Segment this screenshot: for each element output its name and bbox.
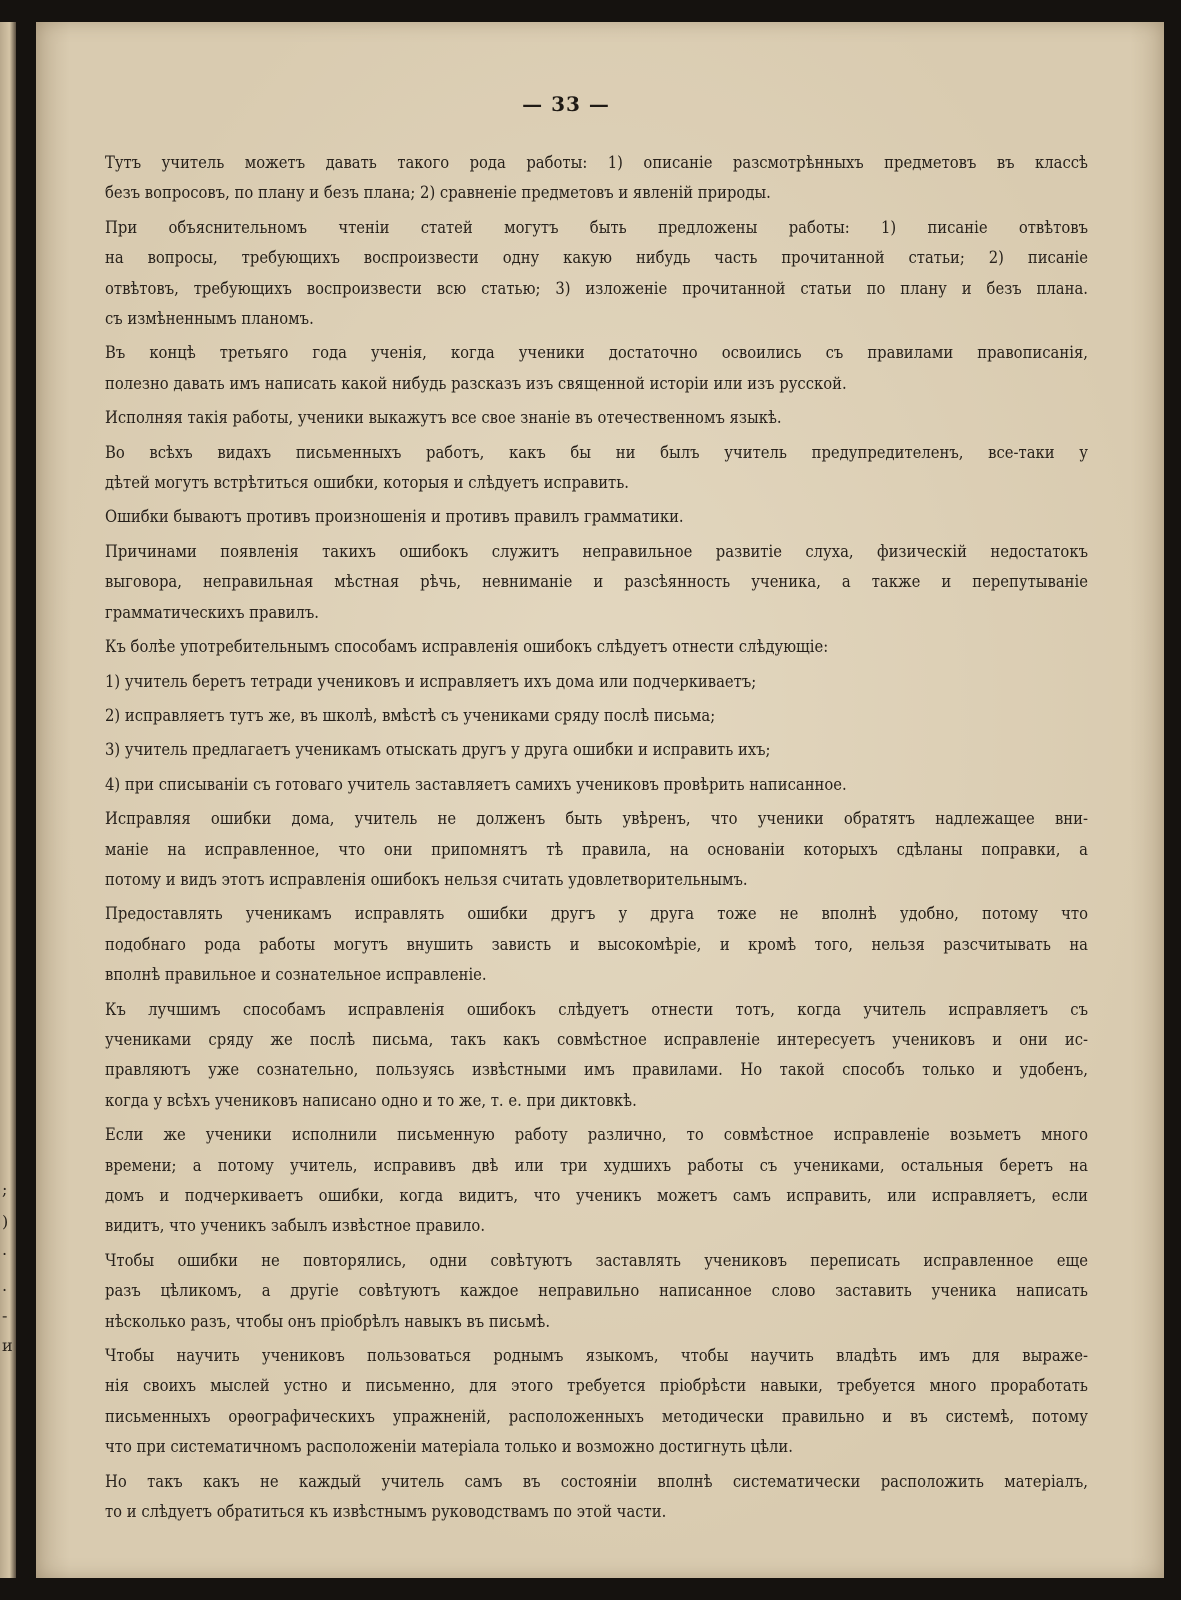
text-line: Исполняя такія работы, ученики выкажутъ все свое знаніе въ отечественномъ языкѣ. [105,408,782,429]
text-line: разъ цѣликомъ, а другіе совѣтуютъ каждое неправильно написанное слово заставить ученика написать [105,1281,1088,1302]
paragraph [105,804,1088,895]
text-line: Ошибки бываютъ противъ произношенія и противъ правилъ грамматики. [105,507,684,528]
paragraph [105,1467,1088,1528]
paragraph [105,899,1088,990]
text-line: 3) учитель предлагаетъ ученикамъ отыскать другъ у друга ошибки и исправить ихъ; [105,740,771,761]
text-line: подобнаго рода работы могутъ внушить зависть и высокомѣріе, и кромѣ того, нельзя разсчитывать на [105,934,1088,955]
paragraph [105,1120,1088,1242]
text-line: нія своихъ мыслей устно и письменно, для этого требуется пріобрѣсти навыки, требуется много проработать [105,1376,1088,1397]
text-line: учениками сряду же послѣ письма, такъ какъ совмѣстное исправленіе интересуетъ учениковъ и они ис- [105,1029,1088,1050]
left-page-mark: . [2,1240,8,1259]
paragraph [105,701,950,731]
text-line: маніе на исправленное, что они припомнятъ тѣ правила, на основаніи которыхъ сдѣланы поправки, а [105,839,1088,860]
left-page-mark: ; [2,1180,8,1199]
text-line: Предоставлять ученикамъ исправлять ошибки другъ у друга тоже не вполнѣ удобно, потому что [105,904,1088,925]
paragraph [105,213,1088,335]
paragraph [105,770,950,800]
paragraph [105,403,950,433]
left-page-mark: . [2,1276,8,1295]
text-line: домъ и подчеркиваетъ ошибки, когда видитъ, что ученикъ можетъ самъ исправить, или исправляетъ, если [105,1186,1088,1206]
left-page-mark: ) [2,1212,9,1231]
paragraph [105,338,1088,399]
paragraph [105,735,950,765]
text-line: 4) при списываніи съ готоваго учитель заставляетъ самихъ учениковъ провѣрить написанное. [105,774,847,795]
paragraph [105,1341,1088,1463]
text-line: Къ болѣе употребительнымъ способамъ исправленія ошибокъ слѣдуетъ отнести слѣдующіе: [105,637,829,658]
page-number: — 33 — [522,92,610,116]
text-line: 2) исправляетъ тутъ же, въ школѣ, вмѣстѣ съ учениками сряду послѣ письма; [105,705,716,726]
text-line: Тутъ учитель можетъ давать такого рода работы: 1) описаніе разсмотрѣнныхъ предметовъ въ классѣ [105,153,1088,173]
text-line: Во всѣхъ видахъ письменныхъ работъ, какъ бы ни былъ учитель предупредителенъ, все-таки у [105,442,1088,463]
text-line: времени; а потому учитель, исправивъ двѣ или три худшихъ работы съ учениками, остальныя беретъ на [105,1155,1088,1176]
text-line: Причинами появленія такихъ ошибокъ служитъ неправильное развитіе слуха, физическій недостатокъ [105,541,1088,562]
text-line: безъ вопросовъ, по плану и безъ плана; 2) сравненіе предметовъ и явленій природы. [105,183,771,204]
text-line: Но такъ какъ не каждый учитель самъ въ состояніи вполнѣ систематически расположить матеріалъ, [105,1471,1088,1492]
text-line: 1) учитель беретъ тетради учениковъ и исправляетъ ихъ дома или подчеркиваетъ; [105,671,757,692]
left-page-marks [0,1180,16,1380]
paragraph [105,1246,1088,1337]
page-body-text [105,148,1088,1531]
paragraph [105,502,950,532]
paragraph [105,438,1088,499]
left-page-mark: и [2,1336,13,1355]
text-line: то и слѣдуетъ обратиться къ извѣстнымъ руководствамъ по этой части. [105,1502,667,1523]
left-page-mark: - [2,1306,8,1325]
text-line: Исправляя ошибки дома, учитель не долженъ быть увѣренъ, что ученики обратятъ надлежащее вни- [105,809,1088,830]
text-line: Чтобы научить учениковъ пользоваться роднымъ языкомъ, чтобы научить владѣть имъ для выраже- [105,1346,1088,1367]
text-line: потому и видъ этотъ исправленія ошибокъ нельзя считать удовлетворительнымъ. [105,869,748,890]
text-line: При объяснительномъ чтеніи статей могутъ быть предложены работы: 1) писаніе отвѣтовъ [105,217,1088,238]
text-line: Въ концѣ третьяго года ученія, когда ученики достаточно освоились съ правилами правописанія, [105,343,1088,364]
text-line: съ измѣненнымъ планомъ. [105,309,314,330]
paragraph [105,148,1088,209]
text-line: нѣсколько разъ, чтобы онъ пріобрѣлъ навыкъ въ письмѣ. [105,1311,551,1332]
text-line: дѣтей могутъ встрѣтиться ошибки, которыя и слѣдуетъ исправить. [105,473,629,494]
text-line: полезно давать имъ написать какой нибудь разсказъ изъ священной исторіи или изъ русской. [105,373,847,394]
text-line: что при систематичномъ расположеніи матеріала только и возможно достигнуть цѣли. [105,1437,793,1458]
paragraph [105,537,1088,628]
text-line: вполнѣ правильное и сознательное исправленіе. [105,965,487,986]
paragraph [105,995,1088,1117]
text-line: когда у всѣхъ учениковъ написано одно и то же, т. е. при диктовкѣ. [105,1090,637,1111]
text-line: выговора, неправильная мѣстная рѣчь, невниманіе и разсѣянность ученика, а также и перепутываніе [105,572,1088,593]
text-line: Чтобы ошибки не повторялись, одни совѣтуютъ заставлять учениковъ переписать исправленное еще [105,1250,1088,1271]
text-line: видитъ, что ученикъ забылъ извѣстное правило. [105,1216,486,1237]
text-line: на вопросы, требующихъ воспроизвести одну какую нибудь часть прочитанной статьи; 2) писаніе [105,248,1088,269]
paragraph [105,667,950,697]
text-line: отвѣтовъ, требующихъ воспроизвести всю статью; 3) изложеніе прочитанной статьи по плану и безъ плана. [105,278,1088,299]
text-line: Къ лучшимъ способамъ исправленія ошибокъ слѣдуетъ отнести тотъ, когда учитель исправляетъ съ [105,999,1088,1020]
text-line: Если же ученики исполнили письменную работу различно, то совмѣстное исправленіе возьметъ много [105,1125,1088,1146]
text-line: письменныхъ орѳографическихъ упражненій, расположенныхъ методически правильно и въ системѣ, потому [105,1406,1088,1427]
text-line: грамматическихъ правилъ. [105,602,319,623]
text-line: правляютъ уже сознательно, пользуясь извѣстными имъ правилами. Но такой способъ только и удобенъ, [105,1060,1088,1081]
paragraph [105,632,950,662]
book-page [36,22,1164,1578]
